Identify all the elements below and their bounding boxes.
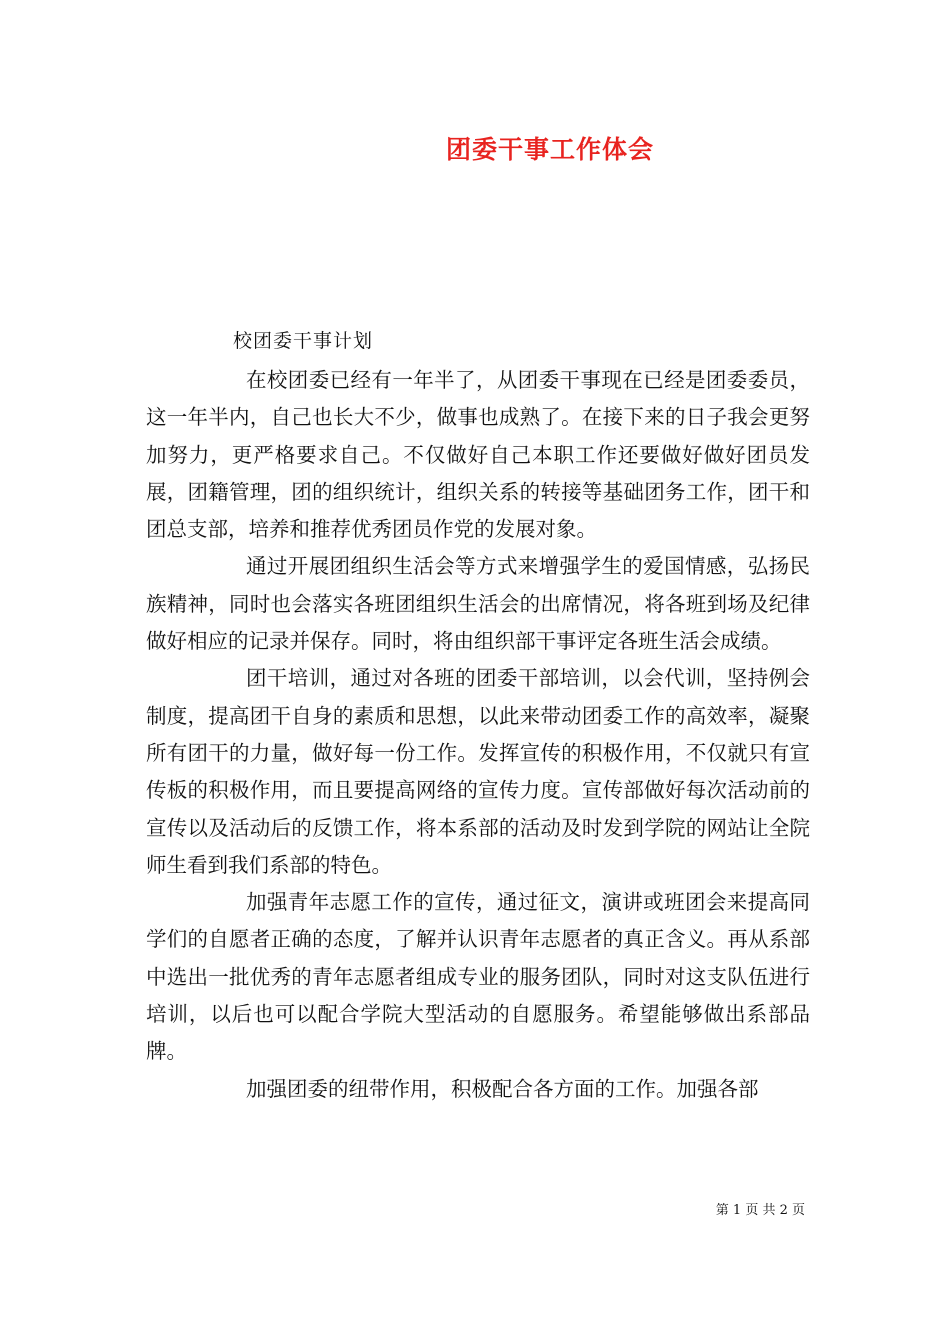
paragraph: 通过开展团组织生活会等方式来增强学生的爱国情感，弘扬民族精神，同时也会落实各班团组织生活会的出席情况，将各班到场及纪律做好相应的记录并保存。同时，将由组织部干事评定各班生活会成绩。	[146, 554, 810, 654]
paragraph: 在校团委已经有一年半了，从团委干事现在已经是团委委员，这一年半内，自己也长大不少，做事也成熟了。在接下来的日子我会更努加努力，更严格要求自己。不仅做好自己本职工作还要做好做好团员发展，团籍管理，团的组织统计，组织关系的转接等基础团务工作，团干和团总支部，培养和推荐优秀团员作党的发展对象。	[146, 368, 810, 542]
document-subtitle: 校团委干事计划	[233, 330, 374, 352]
document-title: 团委干事工作体会	[445, 135, 654, 164]
page-number-footer: 第 1 页 共 2 页	[715, 1203, 805, 1218]
paragraph: 加强青年志愿工作的宣传，通过征文，演讲或班团会来提高同学们的自愿者正确的态度，了解并认识青年志愿者的真正含义。再从系部中选出一批优秀的青年志愿者组成专业的服务团队，同时对这支队伍进行培训，以后也可以配合学院大型活动的自愿服务。希望能够做出系部品牌。	[146, 890, 810, 1064]
document-body	[146, 362, 810, 1108]
paragraph: 团干培训，通过对各班的团委干部培训，以会代训，坚持例会制度，提高团干自身的素质和思想，以此来带动团委工作的高效率，凝聚所有团干的力量，做好每一份工作。发挥宣传的积极作用，不仅就只有宣传板的积极作用，而且要提高网络的宣传力度。宣传部做好每次活动前的宣传以及活动后的反馈工作，将本系部的活动及时发到学院的网站让全院师生看到我们系部的特色。	[146, 666, 810, 877]
paragraph: 加强团委的纽带作用，积极配合各方面的工作。加强各部	[246, 1076, 759, 1101]
